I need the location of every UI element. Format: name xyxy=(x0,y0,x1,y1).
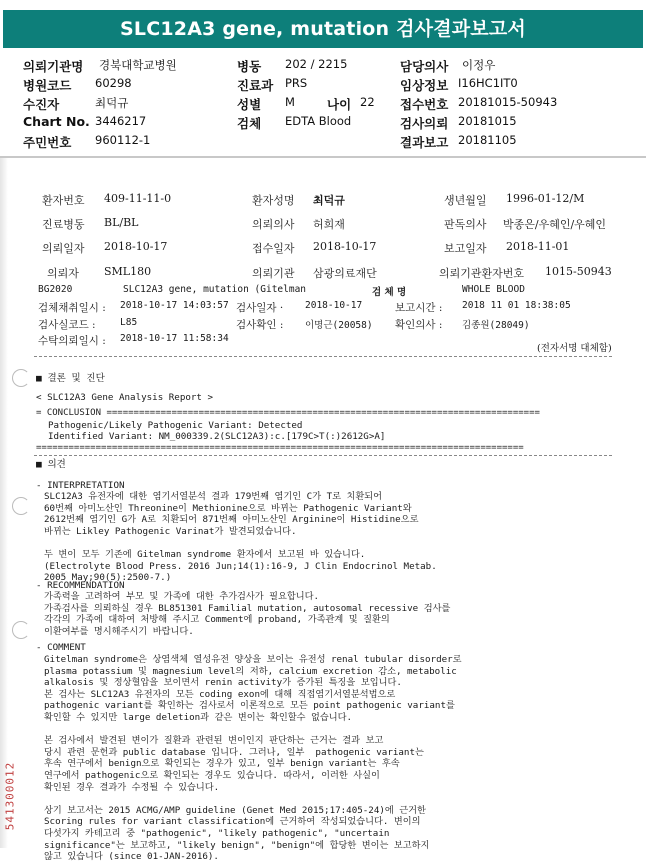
form-value-receipt-date: 2018-10-17 xyxy=(313,240,377,253)
meta-label-lab-code: 검사실코드 : xyxy=(38,319,96,331)
meta-test-code: BG2020 xyxy=(38,284,73,295)
label-hospital-code: 병원코드 xyxy=(23,78,72,93)
form-label-report-date: 보고일자 xyxy=(444,242,487,255)
label-department: 진료과 xyxy=(237,78,274,93)
form-label-birth-date: 생년월일 xyxy=(444,194,487,207)
form-value-patient-name: 최덕규 xyxy=(313,194,345,207)
conclusion-rule: ================================================================================ xyxy=(101,408,540,418)
result-report-title: < SLC12A3 Gene Analysis Report > xyxy=(36,392,214,403)
meta-label-test-confirm: 검사확인 : xyxy=(236,319,284,331)
meta-row-2 xyxy=(0,317,646,333)
recommendation-body: 가족력을 고려하여 부모 및 가족에 대한 추가검사가 필요합니다. 가족검사를 의뢰하실 경우 BL851301 Familial mutation, autosomal recessive 검사를 각각의 가족에 대하여 처방해 주시고 Comment에 proband, 가족관계 및 질환의 이환여부를 명시해주시기 바랍니다. xyxy=(44,591,451,637)
meta-value-test-date: 2018-10-17 xyxy=(305,300,363,311)
value-department: PRS xyxy=(285,76,308,90)
form-label-request-date: 의뢰일자 xyxy=(42,242,85,255)
form-value-ward: BL/BL xyxy=(104,216,139,229)
recommendation-head: - RECOMMENDATION xyxy=(36,580,125,591)
form-label-patient-name: 환자성명 xyxy=(252,194,295,207)
label-test-request: 검사의뢰 xyxy=(400,116,449,131)
meta-label-confirming-doctor: 확인의사 : xyxy=(395,319,443,331)
form-value-requesting-agency: 삼광의료재단 xyxy=(313,267,377,280)
comment-body: Gitelman syndrome은 상염색체 열성유전 양상을 보이는 유전성 renal tubular disorder로 plasma potassium 및 magnesium level의 저하, calcium excretion 감소, metabolic alkalosis 및 정상혈압을 보이면서 renin activity가 증가된 특징을 보입니다. 본 검사는 SLC12A3 유전자의 모든 coding exon에 대해 직접염기서열분석법으로 pathogenic variant를 확인하는 검사로서 이론적으로 모든 point pathogenic variant를 확인할 수 있지만 large deletion과 같은 변이는 확인할수 없습니다. 본 검사에서 발견된 변이가 질환과 관련된 변이인지 판단하는 근거는 결과 보고 당시 관련 문헌과 public database 입니다. 그러나, 일부 pathogenic variant는 후속 연구에서 benign으로 확인되는 경우가 있고, 일부 benign variant는 후속 연구에서 pathogenic으로 확인되는 경우도 있습니다. 따라서, 이러한 사실이 확인된 경우 결과가 수정될 수 있습니다. 상기 보고서는 2015 ACMG/AMP guideline (Genet Med 2015;17:405-24)에 근거한 Scoring rules for variant classification에 근거하여 작성되었습니다. 변이의 다섯가지 카테고리 중 "pathogenic", "likely pathogenic", "uncertain significance"는 보고하고, "likely benign", "benign"에 합당한 변이는 보고하지 않고 있습니다 (since 01-JAN-2016). xyxy=(44,654,462,863)
value-chart-no: 3446217 xyxy=(95,114,147,128)
label-ward: 병동 xyxy=(237,59,262,74)
form-label-receipt-date: 접수일자 xyxy=(252,242,295,255)
meta-value-lab-code: L85 xyxy=(120,317,138,328)
label-patient: 수진자 xyxy=(23,97,60,112)
meta-label-consignment-time: 수탁의뢰일시 : xyxy=(38,335,106,347)
conclusion-line-1: Pathogenic/Likely Pathogenic Variant: Detected xyxy=(48,420,303,431)
form-label-ward: 진료병동 xyxy=(42,218,85,231)
punch-hole-mark xyxy=(12,497,30,515)
opinion-section-title: ■ 의견 xyxy=(36,459,66,470)
value-result-report: 20181105 xyxy=(458,133,517,147)
result-divider xyxy=(34,455,612,456)
form-value-referring-doctor: 허희재 xyxy=(313,218,345,231)
label-requesting-institution: 의뢰기관명 xyxy=(23,59,84,74)
value-patient: 최덕규 xyxy=(95,96,129,110)
meta-divider xyxy=(34,356,612,357)
conclusion-header-line xyxy=(36,408,620,418)
meta-row-1 xyxy=(0,300,646,316)
form-label-requester: 의뢰자 xyxy=(47,267,79,280)
value-attending-doctor: 이정우 xyxy=(462,58,496,72)
value-sex: M xyxy=(285,95,295,109)
form-label-agency-patient-number: 의뢰기관환자번호 xyxy=(439,267,525,280)
conclusion-line-2: Identified Variant: NM_000339.2(SLC12A3):c.[179C>T(:)2612G>A] xyxy=(48,431,386,442)
meta-test-name: SLC12A3 gene, mutation (Gitelman xyxy=(123,284,307,295)
value-resident-number: 960112-1 xyxy=(95,133,151,147)
form-value-report-date: 2018-11-01 xyxy=(506,240,570,253)
value-requesting-institution: 경북대학교병원 xyxy=(99,58,177,72)
meta-specimen-value: WHOLE BLOOD xyxy=(462,284,525,295)
form-value-agency-patient-number: 1015-50943 xyxy=(545,265,612,278)
meta-value-collection-time: 2018-10-17 14:03:57 xyxy=(120,300,229,311)
interpretation-body: SLC12A3 유전자에 대한 염기서열분석 결과 179번째 염기인 C가 T로 치환되어 60번째 아미노산인 Threonine이 Methionine으로 바뀌는 Pathogenic Variant와 2612번째 염기인 G가 A로 치환되어 871번째 아미노산인 Arginine이 Histidine으로 바뀌는 Likley Pathogenic Varinat가 발견되었습니다. 두 변이 모두 기존에 Gitelman syndrome 환자에서 보고된 바 있습니다. (Electrolyte Blood Press. 2016 Jun;14(1):16-9, J Clin Endocrinol Metab. 2005 May;90(5):2500-7.) xyxy=(44,491,437,584)
result-section-title: ■ 결론 및 진단 xyxy=(36,373,105,384)
value-accession-number: 20181015-50943 xyxy=(458,95,558,109)
interpretation-head: - INTERPRETATION xyxy=(36,480,125,491)
meta-value-test-confirm: 이명근(20058) xyxy=(305,320,373,331)
punch-hole-mark xyxy=(12,621,30,639)
form-value-reading-doctor: 박종은/우혜인/우혜인 xyxy=(503,218,607,231)
summary-row-5 xyxy=(0,133,646,153)
label-accession-number: 접수번호 xyxy=(400,97,449,112)
meta-value-confirming-doctor: 김종원(28049) xyxy=(462,320,530,331)
form-value-request-date: 2018-10-17 xyxy=(104,240,168,253)
label-result-report: 결과보고 xyxy=(400,135,449,150)
form-value-requester: SML180 xyxy=(104,265,152,278)
meta-value-report-time: 2018 11 01 18:38:05 xyxy=(462,300,571,311)
form-label-requesting-agency: 의뢰기관 xyxy=(252,267,295,280)
barcode-number-text: 541300012 xyxy=(3,761,17,831)
value-age: 22 xyxy=(360,95,375,109)
conclusion-footer-rule: ========================================================================================== xyxy=(36,443,524,453)
meta-label-collection-time: 검체채취일시 : xyxy=(38,302,106,314)
summary-row-3 xyxy=(0,95,646,115)
form-label-referring-doctor: 의뢰의사 xyxy=(252,218,295,231)
scan-shadow-edge xyxy=(0,158,8,848)
meta-label-report-time: 보고시간 : xyxy=(395,302,443,314)
meta-specimen-label: 검 체 명 xyxy=(372,287,407,298)
value-test-request: 20181015 xyxy=(458,114,517,128)
form-row-3 xyxy=(0,240,646,260)
comment-head: - COMMENT xyxy=(36,642,86,653)
label-age: 나이 xyxy=(327,97,352,112)
form-label-reading-doctor: 판독의사 xyxy=(444,218,487,231)
form-value-birth-date: 1996-01-12/M xyxy=(506,192,585,205)
summary-row-1 xyxy=(0,57,646,77)
label-sex: 성별 xyxy=(237,97,262,112)
meta-test-row xyxy=(0,284,646,300)
vertical-barcode-number xyxy=(2,748,18,844)
meta-value-consignment-time: 2018-10-17 11:58:34 xyxy=(120,333,229,344)
label-resident-number: 주민번호 xyxy=(23,135,72,150)
form-label-patient-number: 환자번호 xyxy=(42,194,85,207)
value-hospital-code: 60298 xyxy=(95,76,132,90)
form-row-4 xyxy=(0,265,646,285)
form-value-patient-number: 409-11-11-0 xyxy=(104,192,172,205)
summary-row-2 xyxy=(0,76,646,96)
report-title-banner: SLC12A3 gene, mutation 검사결과보고서 xyxy=(3,10,643,48)
summary-row-4 xyxy=(0,114,646,134)
label-specimen: 검체 xyxy=(237,116,262,131)
form-row-1 xyxy=(0,192,646,212)
form-row-2 xyxy=(0,216,646,236)
value-ward: 202 / 2215 xyxy=(285,57,348,71)
header-divider xyxy=(0,156,646,158)
meta-label-test-date: 검사일자 · xyxy=(236,302,284,314)
e-signature-note: (전자서명 대체함) xyxy=(537,343,612,354)
conclusion-head: = CONCLUSION xyxy=(36,408,102,418)
label-clinical-info: 임상정보 xyxy=(400,78,449,93)
punch-hole-mark xyxy=(12,369,30,387)
label-chart-no: Chart No. xyxy=(23,114,90,129)
value-clinical-info: I16HC1IT0 xyxy=(458,76,518,90)
label-attending-doctor: 담당의사 xyxy=(400,59,449,74)
value-specimen: EDTA Blood xyxy=(285,114,352,128)
